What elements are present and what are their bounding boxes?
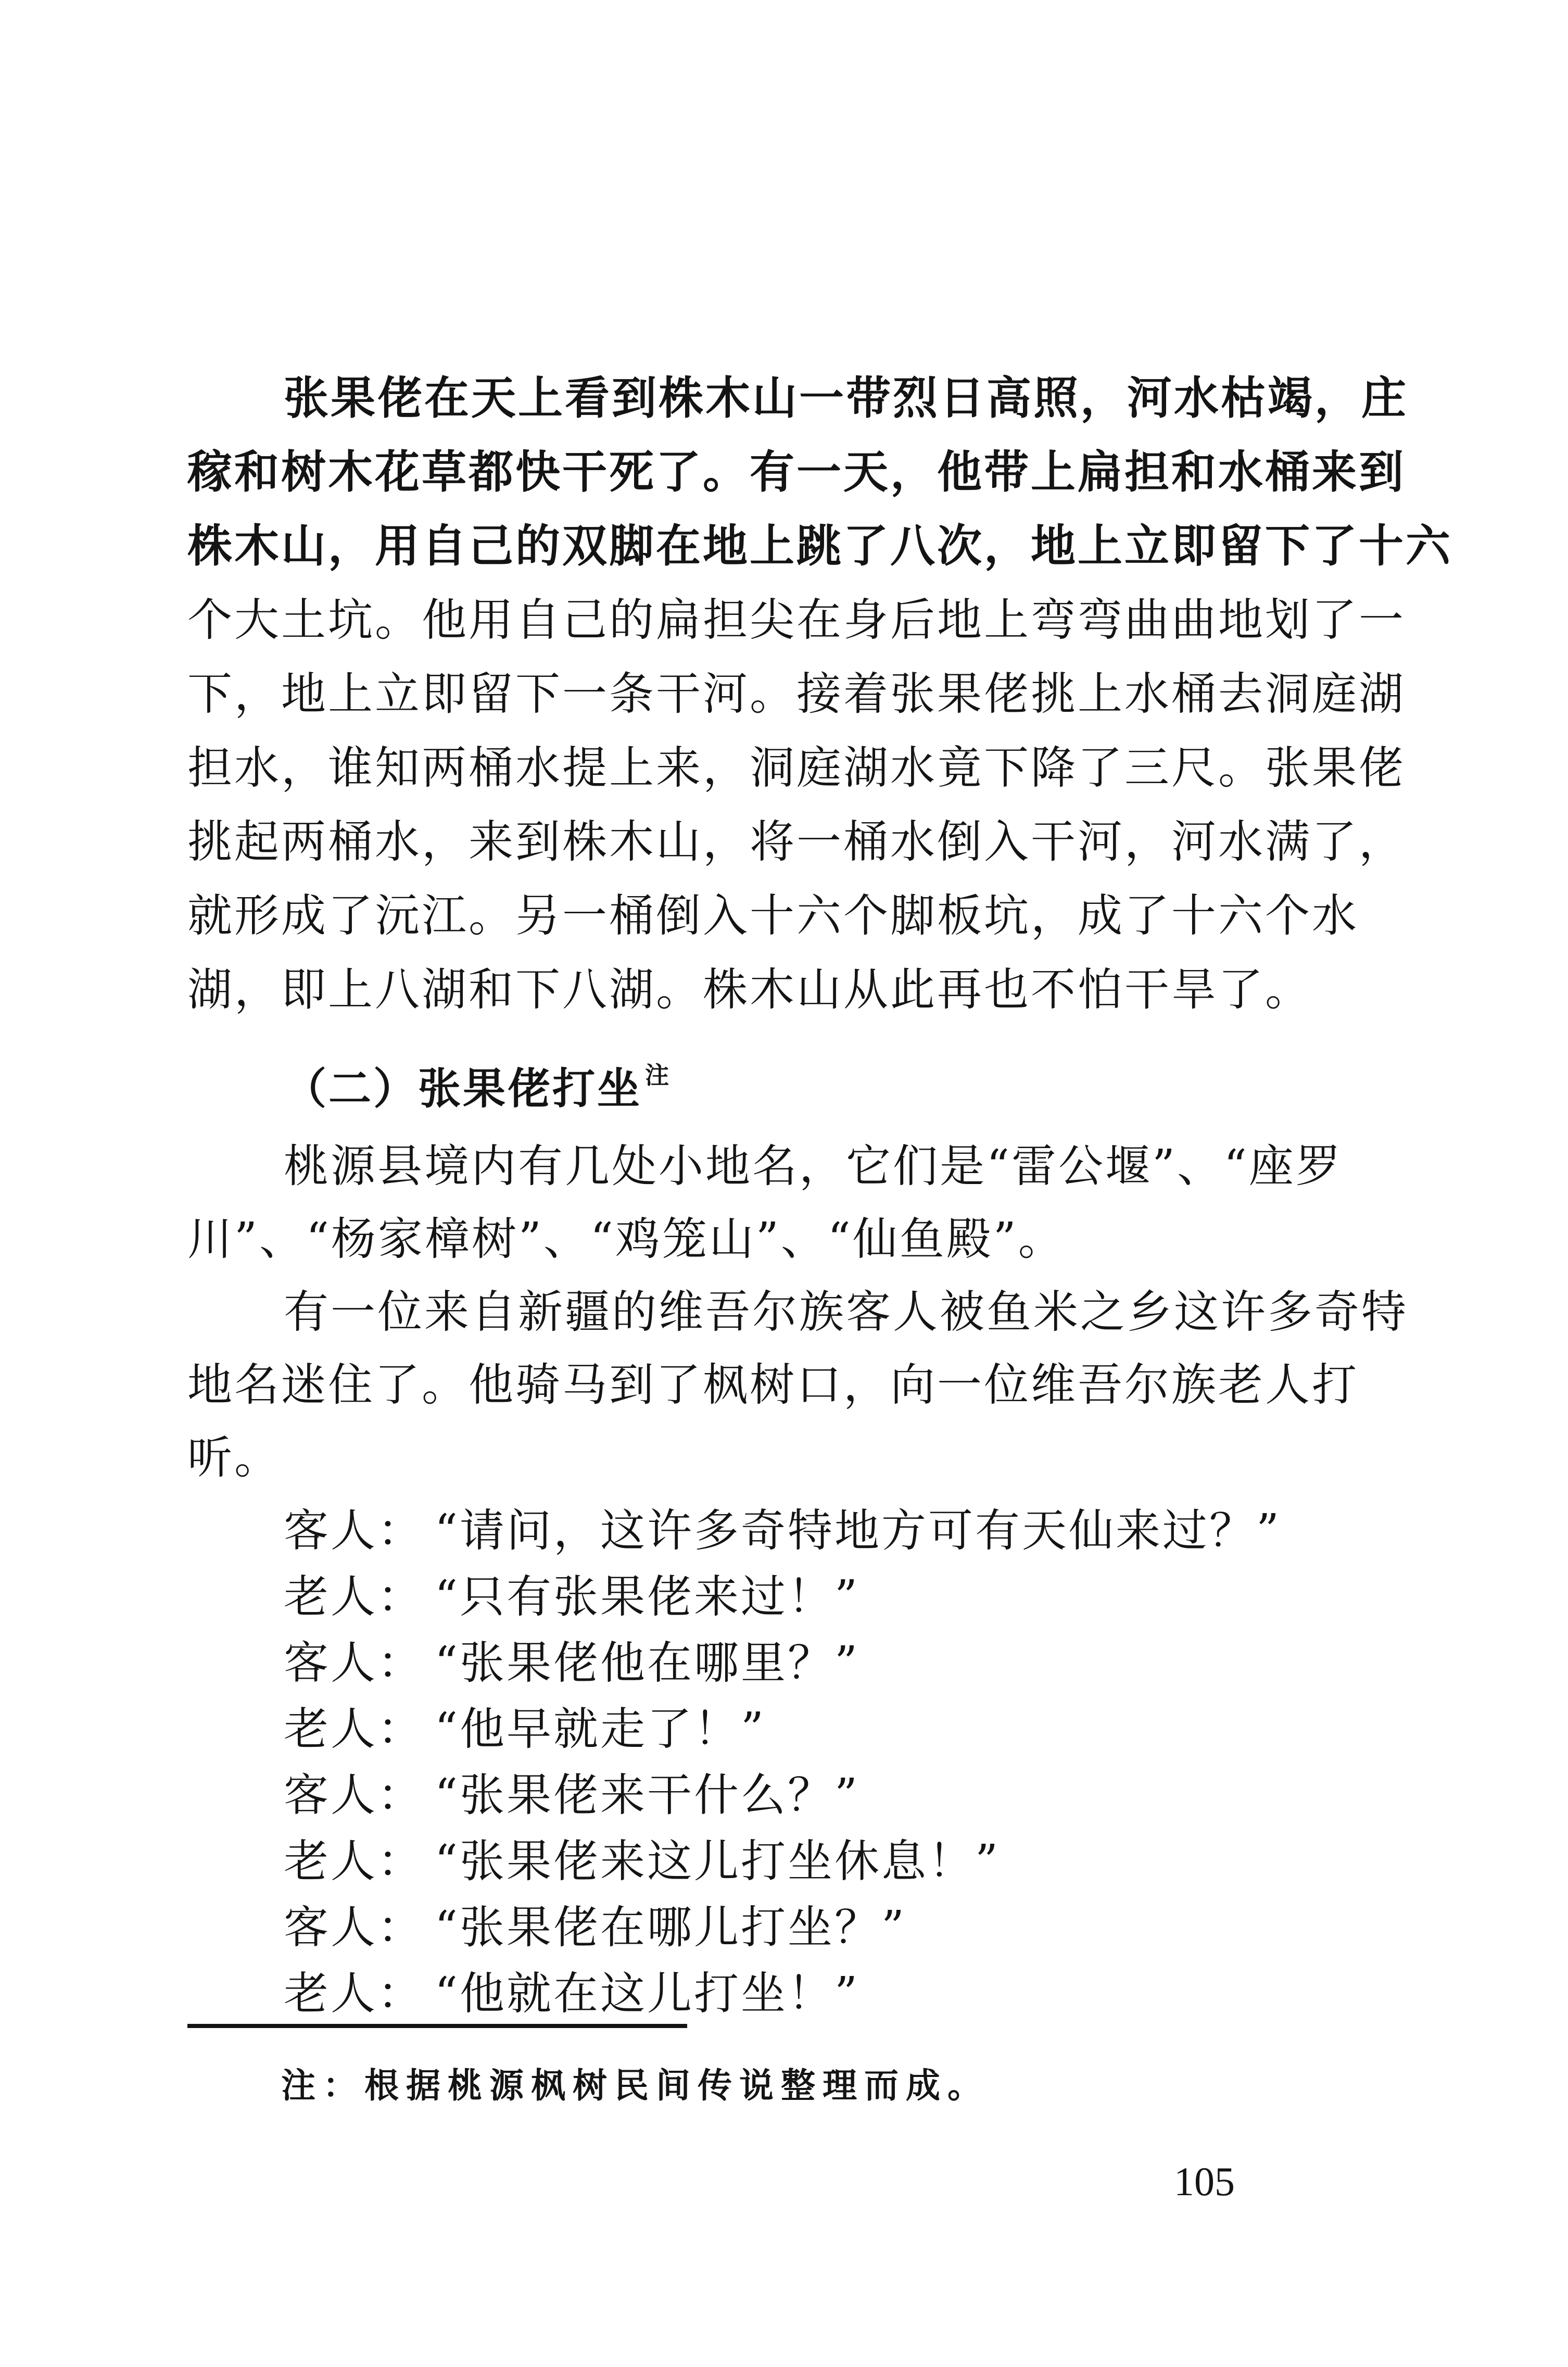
text-line: 株木山，用自己的双脚在地上跳了八次，地上立即留下了十六 <box>187 520 1452 572</box>
dialogue-line <box>284 1962 859 2025</box>
section-heading <box>284 1044 671 1120</box>
dialogue-text: “张果佬他在哪里？” <box>435 1637 859 1689</box>
text-line: 湖，即上八湖和下八湖。株木山从此再也不怕干旱了。 <box>187 964 1312 1016</box>
text-line: 地名迷住了。他骑马到了枫树口，向一位维吾尔族老人打 <box>187 1359 1359 1411</box>
dialogue-speaker: 客人： <box>284 1505 424 1557</box>
text-line: 听。 <box>187 1432 281 1484</box>
dialogue-speaker: 客人： <box>284 1637 424 1689</box>
dialogue-speaker: 客人： <box>284 1902 424 1954</box>
dialogue-text: “他早就走了！” <box>435 1703 766 1755</box>
dialogue-line <box>284 1500 1281 1562</box>
dialogue-text: “张果佬来干什么？” <box>435 1769 859 1821</box>
text-line: 张果佬在天上看到株木山一带烈日高照，河水枯竭，庄 <box>284 372 1408 424</box>
dialogue-line <box>284 1632 859 1694</box>
text-line: 桃源县境内有几处小地名，它们是“雷公堰”、“座罗 <box>284 1140 1343 1192</box>
dialogue-text: “张果佬在哪儿打坐？” <box>435 1902 906 1954</box>
dialogue-speaker: 老人： <box>284 1571 424 1623</box>
dialogue-text: “他就在这儿打坐！” <box>435 1968 859 2020</box>
text-line: 就形成了沅江。另一桶倒入十六个脚板坑，成了十六个水 <box>187 890 1359 942</box>
text-line: 个大土坑。他用自己的扁担尖在身后地上弯弯曲曲地划了一 <box>187 594 1406 646</box>
dialogue-text: “只有张果佬来过！” <box>435 1571 859 1623</box>
text-line: 有一位来自新疆的维吾尔族客人被鱼米之乡这许多奇特 <box>284 1286 1408 1338</box>
text-line: 川”、“杨家樟树”、“鸡笼山”、“仙鱼殿”。 <box>187 1213 1065 1265</box>
dialogue-text: “张果佬来这儿打坐休息！” <box>435 1835 1000 1887</box>
page-number: 105 <box>1174 2159 1235 2204</box>
text-line: 下，地上立即留下一条干河。接着张果佬挑上水桶去洞庭湖 <box>187 668 1406 720</box>
text-line: 挑起两桶水，来到株木山，将一桶水倒入干河，河水满了， <box>187 816 1406 868</box>
text-line: 稼和树木花草都快干死了。有一天，他带上扁担和水桶来到 <box>187 446 1406 498</box>
dialogue-line <box>284 1830 1000 1893</box>
dialogue-line <box>284 1566 859 1628</box>
dialogue-speaker: 客人： <box>284 1769 424 1821</box>
dialogue-speaker: 老人： <box>284 1703 424 1755</box>
footnote: 注：根据桃源枫树民间传说整理而成。 <box>281 2065 989 2106</box>
dialogue-speaker: 老人： <box>284 1968 424 2020</box>
dialogue-line <box>284 1896 906 1959</box>
footnote-marker: 注 <box>645 1061 672 1089</box>
dialogue-line <box>284 1764 859 1827</box>
text-line: 担水，谁知两桶水提上来，洞庭湖水竟下降了三尺。张果佬 <box>187 742 1406 794</box>
section-heading-text: （二）张果佬打坐 <box>284 1064 642 1114</box>
footnote-rule <box>187 2024 687 2028</box>
dialogue-text: “请问，这许多奇特地方可有天仙来过？” <box>435 1505 1281 1557</box>
dialogue-line <box>284 1698 766 1760</box>
dialogue-speaker: 老人： <box>284 1835 424 1887</box>
